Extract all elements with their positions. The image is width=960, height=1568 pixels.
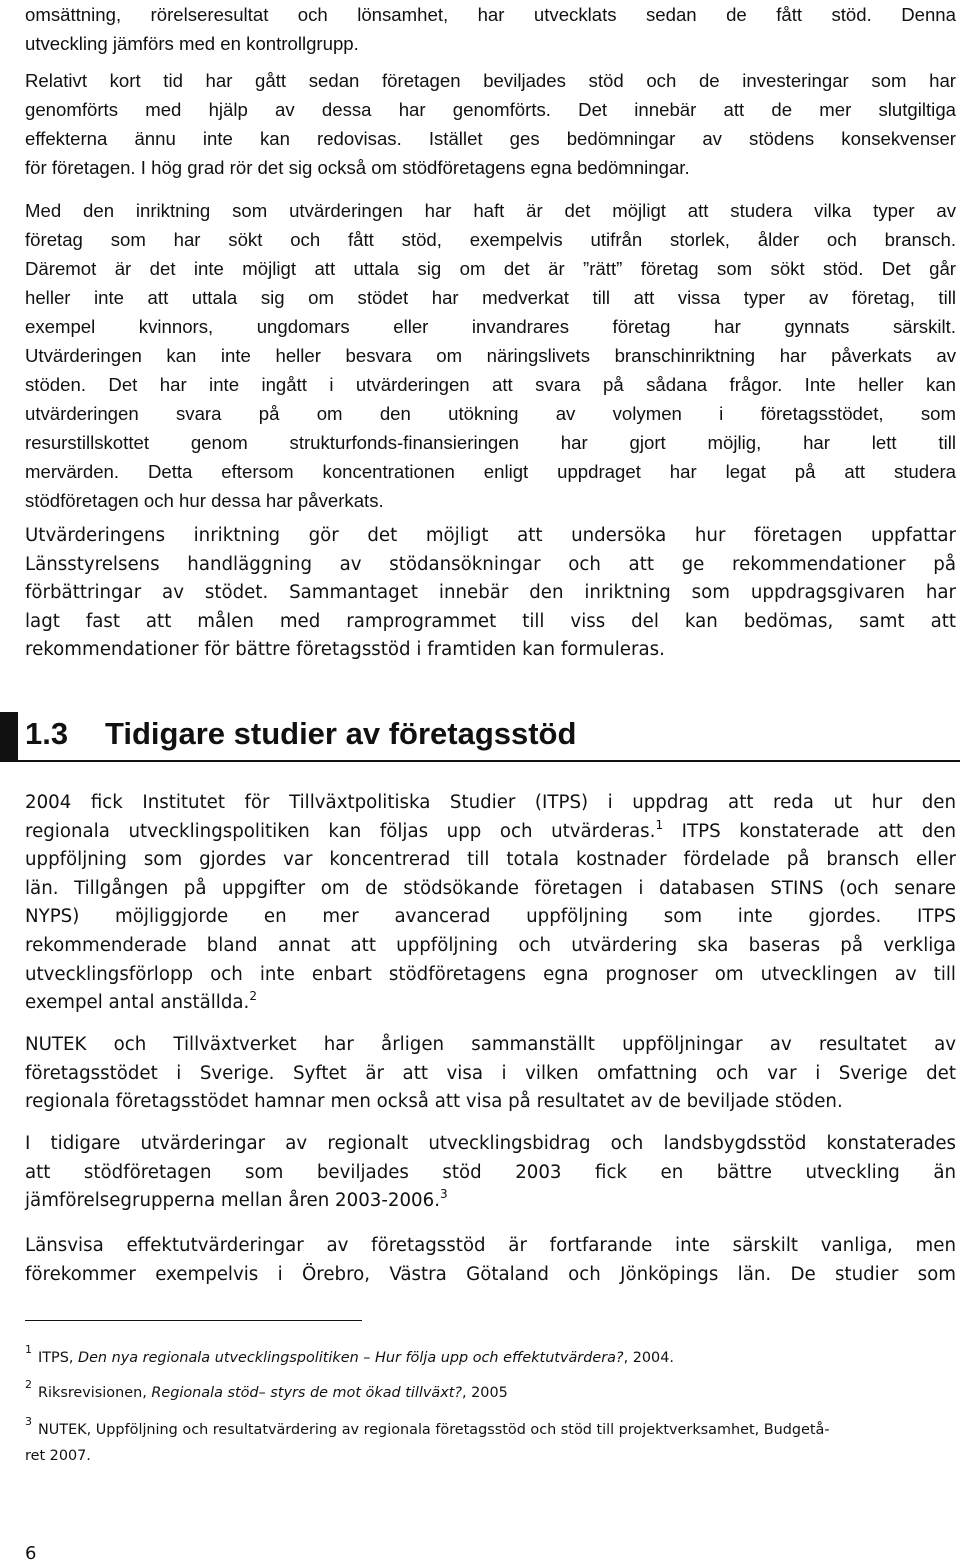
text-line: effekterna ännu inte kan redovisas. Istället ges bedömningar av stödens konsekvenser: [25, 128, 956, 149]
text-line: utvärderingen svara på om den utökning av volymen i företagsstödet, som: [25, 403, 956, 424]
text-run: ITPS konstaterade att den: [663, 820, 957, 842]
paragraph: [25, 66, 956, 182]
text-line: för företagen. I hög grad rör det sig också om stödföretagens egna bedömningar.: [25, 157, 690, 178]
footnote-text: [25, 1345, 956, 1371]
text-line: [25, 989, 956, 1018]
italic-title: Regionala stöd– styrs de mot ökad tillväxt?: [151, 1385, 462, 1401]
text-line: NUTEK och Tillväxtverket har årligen sammanställt uppföljningar av resultatet av: [25, 1034, 956, 1055]
text-line: Utvärderingens inriktning gör det möjligt att undersöka hur företagen uppfattar: [25, 525, 956, 546]
text-run: , 2004.: [623, 1350, 674, 1366]
text-line: utveckling jämförs med en kontrollgrupp.: [25, 33, 359, 54]
text-line: regionala företagsstödet hamnar men också att visa på resultatet av de beviljade stöden.: [25, 1091, 843, 1113]
text-run: exempel antal anställda.: [25, 992, 250, 1014]
heading-bar: [0, 712, 18, 762]
footnote-text: ret 2007.: [25, 1448, 91, 1464]
text-line: [25, 818, 956, 847]
text-line: Länsvisa effektutvärderingar av företagsstöd är fortfarande inte särskilt vanliga, men: [25, 1235, 956, 1256]
paragraph: [25, 1031, 956, 1117]
text-line: företagsstödet i Sverige. Syftet är att visa i vilken omfattning och var i Sverige det: [25, 1062, 956, 1084]
text-line: [25, 1187, 956, 1216]
heading-rule: [18, 760, 960, 762]
text-line: Med den inriktning som utvärderingen har haft är det möjligt att studera vilka typer av: [25, 200, 956, 221]
text-line: Utvärderingen kan inte heller besvara om näringslivets branschinriktning har påverkats av: [25, 345, 956, 366]
italic-title: Den nya regionala utvecklingspolitiken – Hur följa upp och effektutvärdera?: [78, 1350, 624, 1366]
text-line: Däremot är det inte möjligt att uttala sig om det är ”rätt” företag som sökt stöd. Det går: [25, 258, 956, 279]
footnote-ref[interactable]: 2: [249, 989, 257, 1004]
text-line: I tidigare utvärderingar av regionalt utvecklingsbidrag och landsbygdsstöd konstaterades: [25, 1133, 956, 1154]
text-line: rekommendationer för bättre företagsstöd i framtiden kan formuleras.: [25, 639, 665, 661]
text-line: heller inte att uttala sig om stödet har medverkat till att vissa typer av företag, till: [25, 287, 956, 308]
text-line: Relativt kort tid har gått sedan företagen beviljades stöd och de investeringar som har: [25, 70, 956, 91]
footnote-separator: [25, 1320, 362, 1321]
text-line: 2004 fick Institutet för Tillväxtpolitiska Studier (ITPS) i uppdrag att reda ut hur den: [25, 792, 956, 813]
text-line: omsättning, rörelseresultat och lönsamhet, har utvecklats sedan de fått stöd. Denna: [25, 4, 956, 25]
paragraph: [25, 522, 956, 665]
text-line: förbättringar av stödet. Sammantaget innebär den inriktning som uppdragsgivaren har: [25, 582, 956, 604]
text-line: län. Tillgången på uppgifter om de stödsökande företagen i databasen STINS (och senare: [25, 877, 956, 899]
footnote-number: 2: [25, 1378, 32, 1391]
footnote-ref[interactable]: 1: [655, 817, 664, 832]
text-line: rekommenderade bland annat att uppföljning och utvärdering ska baseras på verkliga: [25, 934, 956, 956]
text-line: exempel kvinnors, ungdomars eller invandrares företag har gynnats särskilt.: [25, 316, 956, 337]
paragraph: [25, 1232, 956, 1289]
text-line: att stödföretagen som beviljades stöd 2003 fick en bättre utveckling än: [25, 1161, 956, 1183]
text-line: förekommer exempelvis i Örebro, Västra Götaland och Jönköpings län. De studier som: [25, 1263, 956, 1285]
section-heading: [0, 712, 960, 764]
text-line: stödföretagen och hur dessa har påverkats.: [25, 490, 384, 511]
text-run: ITPS,: [38, 1350, 78, 1366]
footnote-text: [25, 1380, 956, 1406]
text-line: genomförts med hjälp av dessa har genomförts. Det innebär att de mer slutgiltiga: [25, 99, 956, 120]
footnote-number: 1: [25, 1343, 32, 1356]
text-line: företag som har sökt och fått stöd, exempelvis utifrån storlek, ålder och bransch.: [25, 229, 956, 250]
text-line: stöden. Det har inte ingått i utvärderingen att svara på sådana frågor. Inte heller kan: [25, 374, 956, 395]
footnote: [25, 1417, 956, 1469]
text-line: utvecklingsförlopp och inte enbart stödföretagens egna prognoser om utvecklingen av till: [25, 963, 956, 985]
section-number: 1.3: [25, 716, 69, 751]
text-line: mervärden. Detta eftersom koncentrationen enligt uppdraget har legat på att studera: [25, 461, 956, 482]
text-line: uppföljning som gjordes var koncentrerad till totala kostnader fördelade på bransch eller: [25, 849, 956, 871]
paragraph: [25, 789, 956, 1018]
text-run: NUTEK, Uppföljning och resultatvärdering av regionala företagsstöd och stöd till projektverksamhet, Budgetå-: [38, 1422, 830, 1438]
text-run: Riksrevisionen,: [38, 1385, 152, 1401]
text-line: Länsstyrelsens handläggning av stödansökningar och att ge rekommendationer på: [25, 553, 956, 575]
footnote: [25, 1380, 956, 1406]
text-run: , 2005: [462, 1385, 508, 1401]
text-line: NYPS) möjliggjorde en mer avancerad uppföljning som inte gjordes. ITPS: [25, 906, 956, 928]
footnote-text: [25, 1417, 956, 1443]
footnote-number: 3: [25, 1415, 32, 1428]
footnote: [25, 1345, 956, 1371]
section-title: Tidigare studier av företagsstöd: [105, 716, 577, 751]
paragraph: [25, 1130, 956, 1216]
text-run: jämförelsegrupperna mellan åren 2003-2006.: [25, 1190, 440, 1212]
text-line: lagt fast att målen med ramprogrammet till viss del kan bedömas, samt att: [25, 610, 956, 632]
page-number: 6: [25, 1543, 37, 1564]
paragraph: [25, 0, 956, 58]
paragraph: [25, 196, 956, 515]
text-line: resurstillskottet genom strukturfonds-finansieringen har gjort möjlig, har lett till: [25, 432, 956, 453]
footnote-ref[interactable]: 3: [439, 1187, 448, 1202]
text-run: regionala utvecklingspolitiken kan följas upp och utvärderas.: [25, 820, 656, 842]
